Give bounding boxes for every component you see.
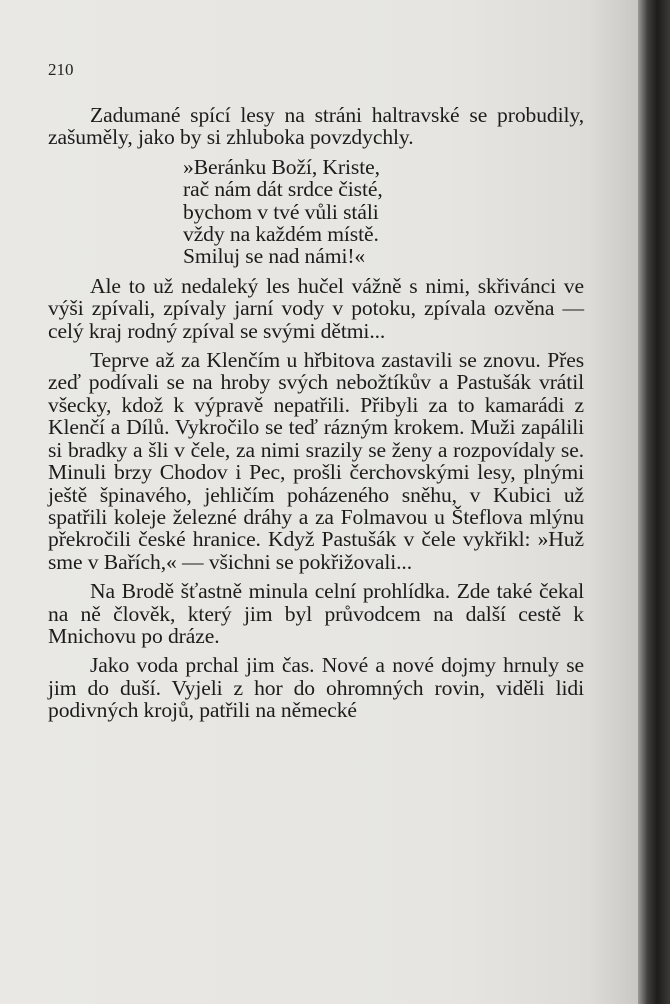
verse-line-3: bychom v tvé vůli stáli xyxy=(183,199,379,224)
body-text xyxy=(48,104,584,729)
verse-line-4: vždy na každém místě. xyxy=(183,222,379,247)
verse-line-2: rač nám dát srdce čisté, xyxy=(183,177,383,202)
paragraph-2: Ale to už nedaleký les hučel vážně s nimi, skřivánci ve výši zpívali, zpívaly jarní vody v potoku, zpívala ozvěna — celý kraj rodný zpíval se svými dětmi... xyxy=(48,273,584,343)
paragraph-5: Jako voda prchal jim čas. Nové a nové dojmy hrnuly se jim do duší. Vyjeli z hor do ohromných rovin, viděli lidi podivných krojů, patřili na německé xyxy=(48,653,584,723)
page-number: 210 xyxy=(48,60,74,79)
book-binding-shadow xyxy=(638,0,670,1004)
paragraph-4: Na Brodě šťastně minula celní prohlídka. Zde také čekal na ně člověk, který jim byl průvodcem na další cestě k Mnichovu po dráze. xyxy=(48,579,584,648)
paragraph-1: Zadumané spící lesy na stráni haltravské se probudily, zašuměly, jako by si zhluboka povzdychly. xyxy=(48,103,584,150)
verse-block xyxy=(48,156,584,268)
paragraph-3: Teprve až za Klenčím u hřbitova zastavili se znovu. Přes zeď podívali se na hroby svých nebožtíkův a Pastušák vrátil všecky, kdož k výpravě nepatřili. Přibyli za to kamarádi z Klenčí a Dílů. Vykročilo se teď rázným krokem. Muži zapálili si bradky a šli v čele, za nimi srazily se ženy a rozpovídaly se. Minuli brzy Chodov i Pec, prošli čerchovskými lesy, plnými ještě špinavého, jehličím poházeného sněhu, v Kubici už spatřili koleje železné dráhy a za Folmavou u Šteflova mlýnu překročili české hranice. Když Pastušák v čele vykřikl: »Huž sme v Bařích,« — všichni se pokřižovali... xyxy=(48,348,584,574)
verse-line-5: Smiluj se nad námi!« xyxy=(183,244,366,269)
verse-line-1: »Beránku Boží, Kriste, xyxy=(183,154,380,179)
